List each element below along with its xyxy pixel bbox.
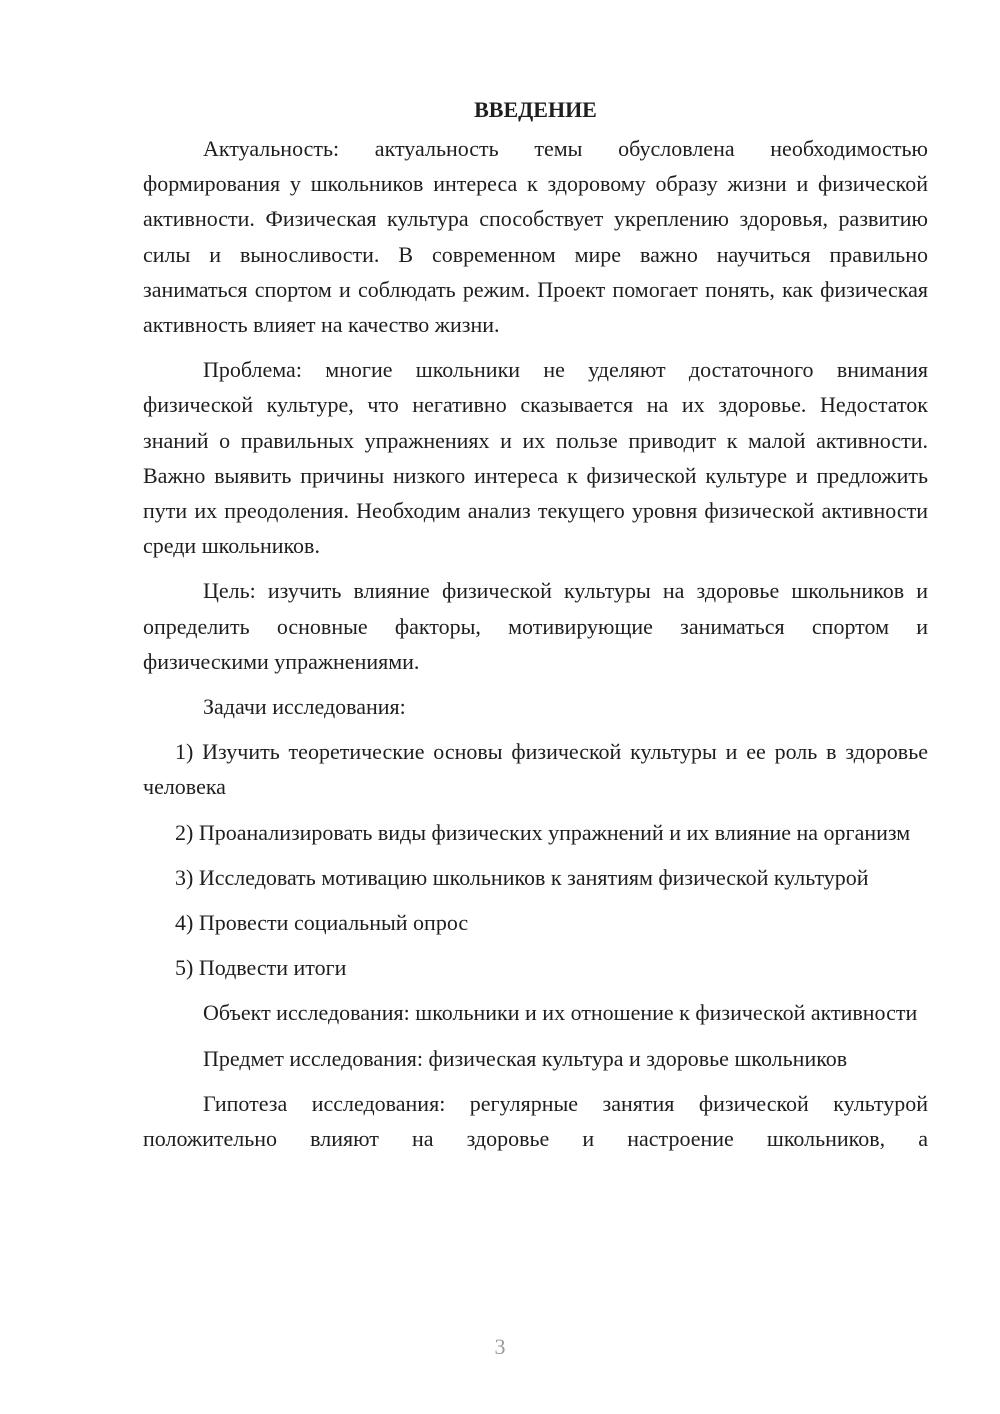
hypothesis-paragraph: Гипотеза исследования: регулярные занятия физической культурой положительно влияют на здоровье и настроение школьников, а [143, 1090, 928, 1152]
task-item-3: 3) Исследовать мотивацию школьников к занятиям физической культурой [175, 864, 869, 890]
relevance-paragraph: Актуальность: актуальность темы обусловлена необходимостью формирования у школьников интереса к здоровому образу жизни и физической активности. Физическая культура способствует укреплению здоровья, развитию силы и выносливости. В современном мире важно научиться правильно заниматься спортом и соблюдать режим. Проект помогает понять, как физическая активность влияет на качество жизни. [143, 136, 928, 338]
tasks-heading: Задачи исследования: [203, 694, 406, 720]
tasks-list [143, 734, 928, 985]
document-page [143, 90, 928, 1156]
goal-paragraph: Цель: изучить влияние физической культуры на здоровье школьников и определить основные факторы, мотивирующие заниматься спортом и физическими упражнениями. [143, 578, 928, 674]
subject-paragraph: Предмет исследования: физическая культура и здоровье школьников [203, 1045, 848, 1071]
problem-paragraph: Проблема: многие школьники не уделяют достаточного внимания физической культуре, что негативно сказывается на их здоровье. Недостаток знаний о правильных упражнениях и их пользе приводит к малой активности. Важно выявить причины низкого интереса к физической культуре и предложить пути их преодоления. Необходим анализ текущего уровня физической активности среди школьников. [143, 357, 928, 559]
section-heading: ВВЕДЕНИЕ [474, 97, 597, 122]
task-item-4: 4) Провести социальный опрос [175, 910, 469, 936]
page-number: 3 [494, 1334, 506, 1359]
object-paragraph: Объект исследования: школьники и их отношение к физической активности [203, 1000, 918, 1026]
task-item-5: 5) Подвести итоги [175, 955, 347, 981]
task-item-1: 1) Изучить теоретические основы физической культуры и ее роль в здоровье человека [143, 739, 928, 800]
task-item-2: 2) Проанализировать виды физических упражнений и их влияние на организм [175, 819, 911, 845]
